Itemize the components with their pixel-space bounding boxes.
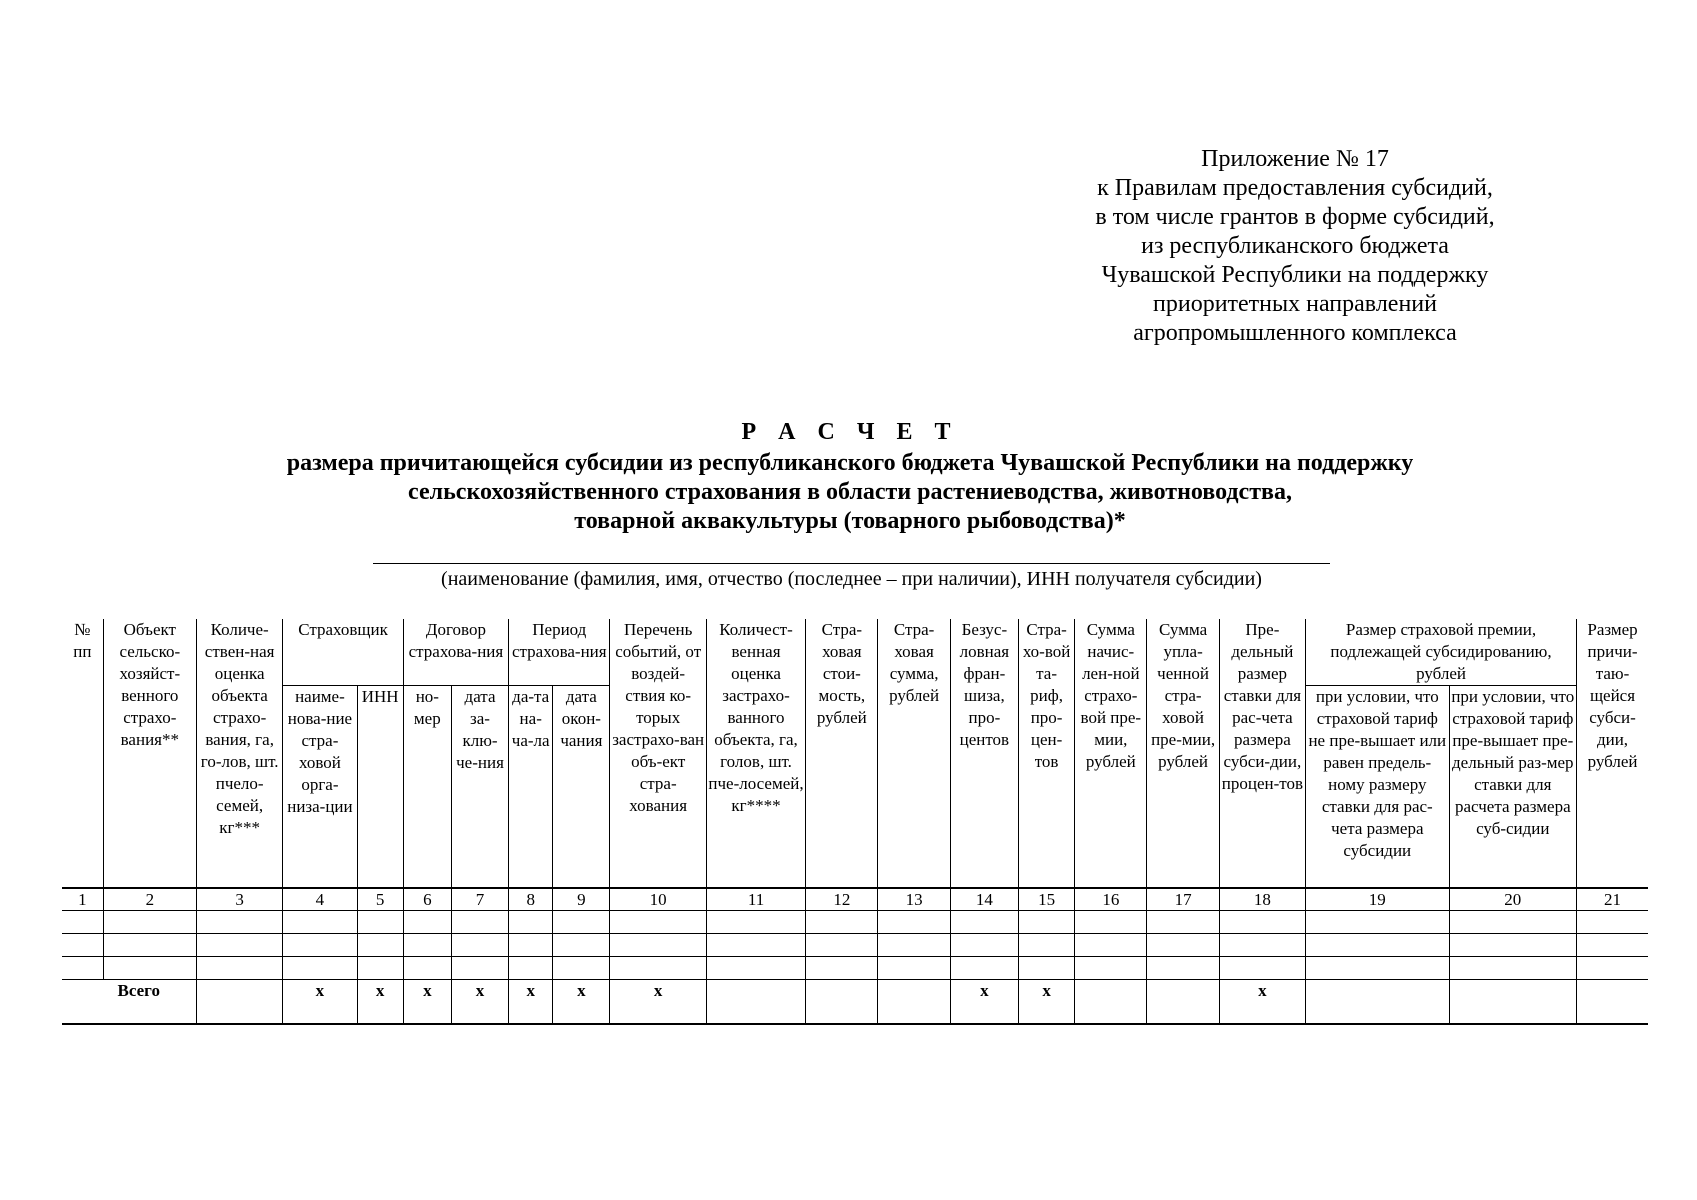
total-cell xyxy=(878,980,950,1025)
column-number: 14 xyxy=(950,888,1018,911)
header-cell-18: Пре-дельный размер ставки для рас-чета размера субси-дии, процен-тов xyxy=(1219,619,1305,888)
appendix-line: агропромышленного комплекса xyxy=(1133,320,1457,346)
appendix-line: Чувашской Республики на поддержку xyxy=(1101,262,1489,288)
recipient-caption: (наименование (фамилия, имя, отчество (последнее – при наличии), ИНН получателя субсидии) xyxy=(441,568,1262,590)
total-cell xyxy=(1449,980,1576,1025)
header-cell-13: Стра-ховая сумма, рублей xyxy=(878,619,950,888)
column-number: 10 xyxy=(610,888,706,911)
table-row xyxy=(62,911,1648,934)
header-cell-20: при условии, что страховой тариф пре-вышает пре-дельный раз-мер ставки для расчета размера суб-сидии xyxy=(1449,686,1576,888)
header-cell-15: Стра-хо-вой та-риф, про-цен-тов xyxy=(1018,619,1074,888)
recipient-name-line xyxy=(373,563,1330,564)
table-row xyxy=(62,957,1648,980)
column-number: 2 xyxy=(103,888,196,911)
appendix-block xyxy=(1080,145,1510,348)
header-cell-3: Количе-ствен-ная оценка объекта страхо-вания, га, го-лов, шт. пчело-семей, кг*** xyxy=(196,619,282,888)
column-number-row xyxy=(62,888,1648,911)
header-cell-17: Сумма упла-ченной стра-ховой пре-мии, рублей xyxy=(1147,619,1219,888)
header-cell-14: Безус-ловная фран-шиза, про-центов xyxy=(950,619,1018,888)
table-row xyxy=(62,934,1648,957)
header-cell-6: но-мер xyxy=(403,686,451,888)
header-cell-7: дата за-клю-че-ния xyxy=(451,686,508,888)
title-heading: Р А С Ч Е Т xyxy=(741,419,959,445)
total-label: Всего xyxy=(62,980,196,1025)
header-cell-19: при условии, что страховой тариф не пре-вышает или равен предель-ному размеру ставки для рас-чета размера субсидии xyxy=(1306,686,1450,888)
column-number: 15 xyxy=(1018,888,1074,911)
total-cell: x xyxy=(357,980,403,1025)
column-number: 6 xyxy=(403,888,451,911)
subsidy-calculation-table xyxy=(62,619,1648,1025)
header-insurer: Страховщик xyxy=(283,619,403,686)
appendix-line: к Правилам предоставления субсидий, xyxy=(1097,175,1493,201)
appendix-line: приоритетных направлений xyxy=(1153,291,1437,317)
header-cell-21: Размер причи-таю-щейся субси-дии, рублей xyxy=(1577,619,1648,888)
total-cell: x xyxy=(403,980,451,1025)
total-cell: x xyxy=(1018,980,1074,1025)
total-cell xyxy=(706,980,805,1025)
total-cell: x xyxy=(553,980,610,1025)
column-number: 4 xyxy=(283,888,357,911)
appendix-line: Приложение № 17 xyxy=(1201,146,1389,172)
column-number: 13 xyxy=(878,888,950,911)
title-line: размера причитающейся субсидии из республиканского бюджета Чувашской Республики на поддержку xyxy=(286,450,1414,476)
total-cell: x xyxy=(1219,980,1305,1025)
header-cell-9: дата окон-чания xyxy=(553,686,610,888)
total-cell xyxy=(806,980,878,1025)
total-cell xyxy=(1306,980,1450,1025)
column-number: 3 xyxy=(196,888,282,911)
title-line: сельскохозяйственного страхования в области растениеводства, животноводства, xyxy=(408,479,1292,505)
column-number: 9 xyxy=(553,888,610,911)
header-row-top xyxy=(62,619,1648,686)
total-cell: x xyxy=(509,980,553,1025)
total-cell xyxy=(196,980,282,1025)
total-cell: x xyxy=(451,980,508,1025)
column-number: 12 xyxy=(806,888,878,911)
column-number: 18 xyxy=(1219,888,1305,911)
header-cell-4: наиме-нова-ние стра-ховой орга-низа-ции xyxy=(283,686,357,888)
appendix-line: из республиканского бюджета xyxy=(1141,233,1449,259)
column-number: 19 xyxy=(1306,888,1450,911)
header-cell-10: Перечень событий, от воздей-ствия ко-торых застрахо-ван объ-ект стра-хования xyxy=(610,619,706,888)
title-line: товарной аквакультуры (товарного рыбоводства)* xyxy=(574,508,1126,534)
column-number: 20 xyxy=(1449,888,1576,911)
header-cell-11: Количест-венная оценка застрахо-ванного объекта, га, голов, шт. пче-лосемей, кг**** xyxy=(706,619,805,888)
header-cell-16: Сумма начис-лен-ной страхо-вой пре-мии, рублей xyxy=(1075,619,1147,888)
header-cell-2: Объект сельско-хозяйст-венного страхо-вания** xyxy=(103,619,196,888)
header-cell-1: № пп xyxy=(62,619,103,888)
column-number: 21 xyxy=(1577,888,1648,911)
total-cell: x xyxy=(283,980,357,1025)
header-cell-8: да-та на-ча-ла xyxy=(509,686,553,888)
total-cell: x xyxy=(610,980,706,1025)
document-title xyxy=(160,418,1540,536)
header-period: Период страхова-ния xyxy=(509,619,610,686)
column-number: 11 xyxy=(706,888,805,911)
total-row xyxy=(62,980,1648,1025)
column-number: 1 xyxy=(62,888,103,911)
header-cell-5: ИНН xyxy=(357,686,403,888)
header-premium: Размер страховой премии, подлежащей субсидированию, рублей xyxy=(1306,619,1577,686)
total-cell: x xyxy=(950,980,1018,1025)
appendix-line: в том числе грантов в форме субсидий, xyxy=(1095,204,1495,230)
total-cell xyxy=(1147,980,1219,1025)
column-number: 16 xyxy=(1075,888,1147,911)
total-cell xyxy=(1577,980,1648,1025)
column-number: 7 xyxy=(451,888,508,911)
column-number: 8 xyxy=(509,888,553,911)
column-number: 5 xyxy=(357,888,403,911)
total-cell xyxy=(1075,980,1147,1025)
column-number: 17 xyxy=(1147,888,1219,911)
header-contract: Договор страхова-ния xyxy=(403,619,508,686)
header-cell-12: Стра-ховая стои-мость, рублей xyxy=(806,619,878,888)
